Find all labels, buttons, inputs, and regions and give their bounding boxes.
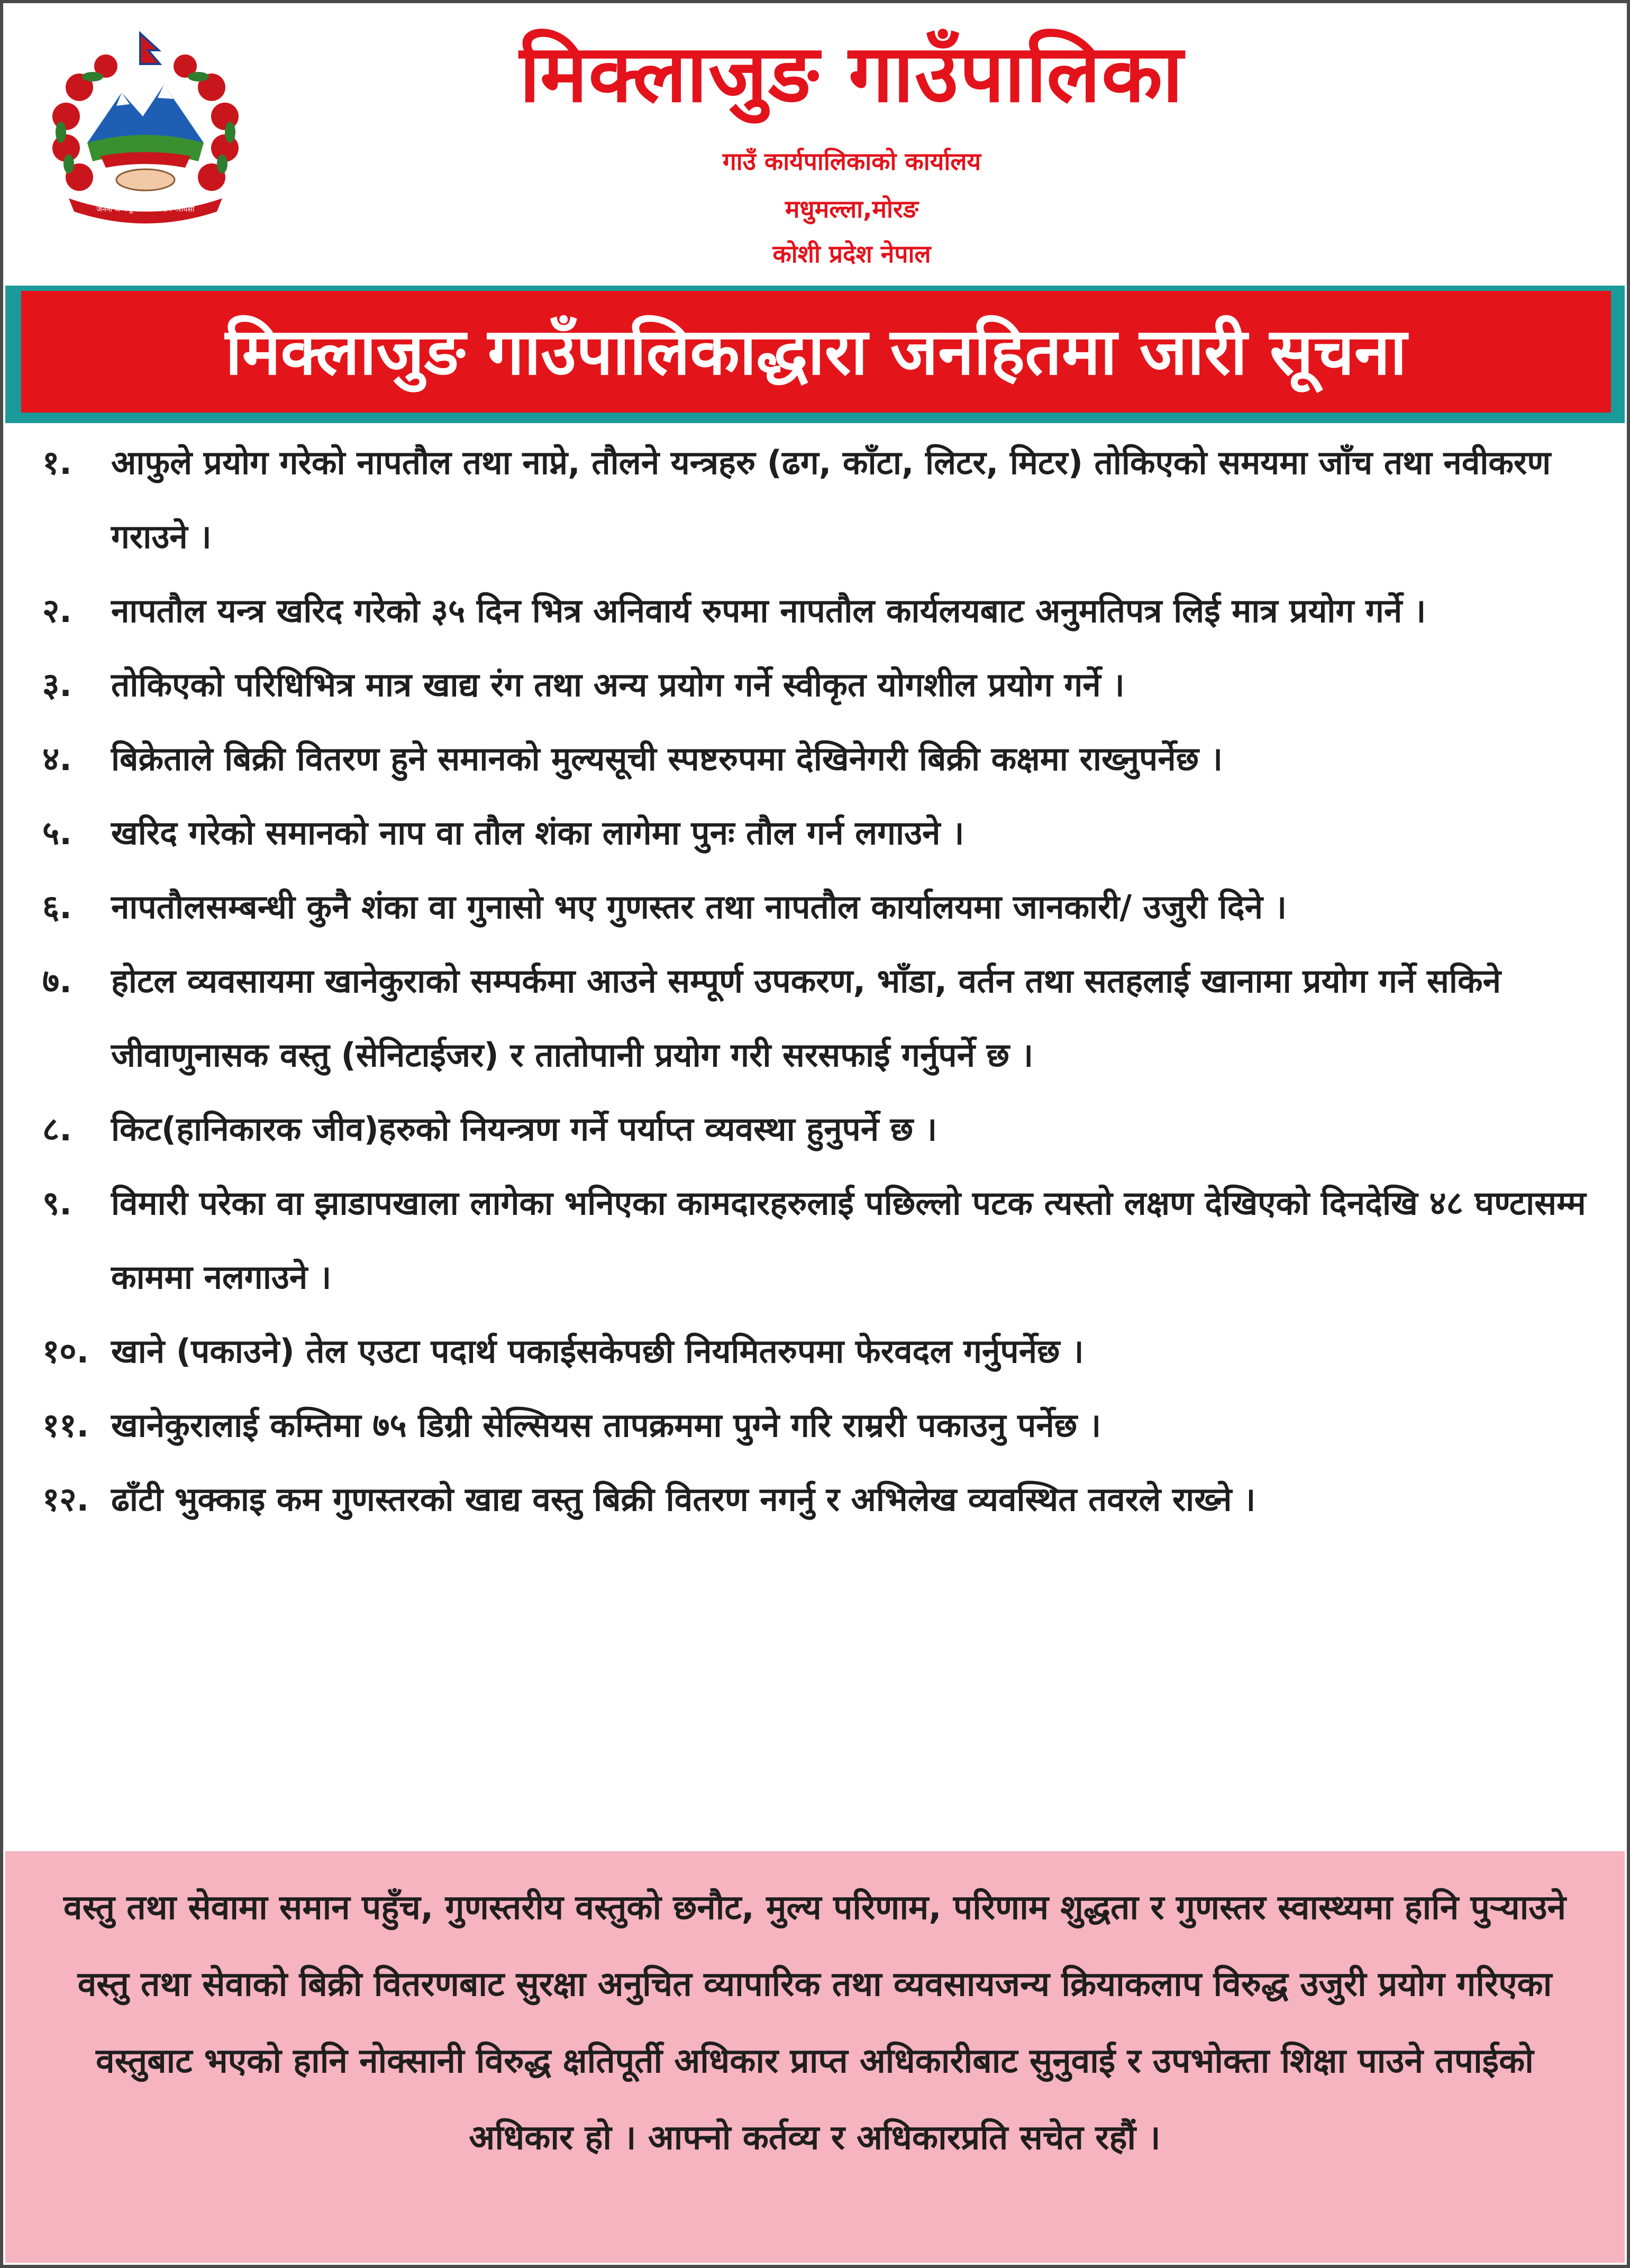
notice-item-text: किट(हानिकारक जीव)हरुको नियन्त्रण गर्ने पर्याप्त व्यवस्था हुनुपर्ने छ । xyxy=(111,1110,937,1148)
notice-item xyxy=(42,1462,1598,1537)
notice-item xyxy=(42,1092,1598,1166)
notice-item-number: ८. xyxy=(42,1110,72,1148)
notice-item xyxy=(42,1166,1598,1314)
notice-item-text: होटल व्यवसायमा खानेकुराको सम्पर्कमा आउने सम्पूर्ण उपकरण, भाँडा, वर्तन तथा सतहलाई खानामा प्रयोग गर्ने सकिने जीवाणुनासक वस्तु (सेनिटाईजर) र तातोपानी प्रयोग गरी सरसफाई गर्नुपर्ने छ । xyxy=(111,962,1501,1074)
notice-item-text: नापतौल यन्त्र खरिद गरेको ३५ दिन भित्र अनिवार्य रुपमा नापतौल कार्यलयबाट अनुमतिपत्र लिई मात्र प्रयोग गर्ने । xyxy=(111,591,1426,630)
notice-item xyxy=(42,426,1598,574)
notice-item-number: ९. xyxy=(42,1184,72,1222)
notice-item-number: १२. xyxy=(42,1480,89,1519)
notice-item xyxy=(42,796,1598,870)
footer-text: वस्तु तथा सेवामा समान पहुँच, गुणस्तरीय वस्तुको छनौट, मुल्य परिणाम, परिणाम शुद्धता र गुणस्तर स्वास्थ्यमा हानि पुऱ्याउने वस्तु तथा सेवाको बिक्री वितरणबाट सुरक्षा अनुचित व्यापारिक तथा व्यवसायजन्य क्रियाकलाप विरुद्ध उजुरी प्रयोग गरिएका वस्तुबाट भएको हानि नोक्सानी विरुद्ध क्षतिपूर्ती अधिकार प्राप्त अधिकारीबाट सुनुवाई र उपभोक्ता शिक्षा पाउने तपाईको अधिकार हो । आफ्नो कर्तव्य र अधिकारप्रति सचेत रहौं । xyxy=(63,1888,1566,2157)
notice-item xyxy=(42,574,1598,648)
notice-item-text: नापतौलसम्बन्धी कुनै शंका वा गुनासो भए गुणस्तर तथा नापतौल कार्यालयमा जानकारी/ उजुरी दिने । xyxy=(111,888,1287,926)
notice-item-text: तोकिएको परिधिभित्र मात्र खाद्य रंग तथा अन्य प्रयोग गर्ने स्वीकृत योगशील प्रयोग गर्ने । xyxy=(111,665,1125,704)
office-name: गाउँ कार्यपालिकाको कार्यालय xyxy=(722,147,981,176)
office-address: मधुमल्ला,मोरङ xyxy=(785,195,919,223)
notice-item-text: खानेकुरालाई कम्तिमा ७५ डिग्री सेल्सियस तापक्रममा पुग्ने गरि राम्ररी पकाउनु पर्नेछ । xyxy=(111,1406,1101,1444)
notice-item-number: ११. xyxy=(42,1406,89,1444)
notice-item xyxy=(42,944,1598,1092)
notice-item-text: विमारी परेका वा झाडापखाला लागेका भनिएका कामदारहरुलाई पछिल्लो पटक त्यस्तो लक्षण देखिएको दिनदेखि ४८ घण्टासम्म काममा नलगाउने । xyxy=(111,1184,1586,1296)
notice-item-number: ३. xyxy=(42,665,72,704)
nepal-emblem-icon xyxy=(37,29,254,230)
header xyxy=(0,0,1630,286)
notice-item-number: २. xyxy=(42,591,72,630)
notice-item-number: १०. xyxy=(42,1332,89,1370)
municipality-title: मिक्लाजुङ गाउँपालिका xyxy=(519,28,1185,120)
notice-item xyxy=(42,648,1598,722)
notice-item-number: ७. xyxy=(42,962,72,1000)
notice-item xyxy=(42,722,1598,796)
notice-banner xyxy=(21,291,1611,413)
notice-item-number: ५. xyxy=(42,813,72,852)
notice-item xyxy=(42,1314,1598,1388)
office-province: कोशी प्रदेश नेपाल xyxy=(772,240,931,268)
notice-item-number: ४. xyxy=(42,739,72,778)
notice-item-text: ढाँटी भुक्काइ कम गुणस्तरको खाद्य वस्तु बिक्री वितरण नगर्नु र अभिलेख व्यवस्थित तवरले राख्ने । xyxy=(111,1480,1256,1519)
emblem-motto: जननी जन्मभूमिश्च स्वर्गादपि गरीयसी xyxy=(96,205,195,214)
notice-item-text: खरिद गरेको समानको नाप वा तौल शंका लागेमा पुनः तौल गर्न लगाउने । xyxy=(111,813,964,852)
notice-title: मिक्लाजुङ गाउँपालिकाद्धारा जनहितमा जारी सूचना xyxy=(225,314,1407,389)
notice-item-text: आफुले प्रयोग गरेको नापतौल तथा नाप्ने, तौलने यन्त्रहरु (ढग, काँटा, लिटर, मिटर) तोकिएको समयमा जाँच तथा नवीकरण गराउने । xyxy=(111,443,1551,556)
notice-items-list xyxy=(42,426,1598,1537)
notice-item xyxy=(42,1388,1598,1462)
notice-item-text: बिक्रेताले बिक्री वितरण हुने समानको मुल्यसूची स्पष्टरुपमा देखिनेगरी बिक्री कक्षमा राख्नुपर्नेछ । xyxy=(111,739,1223,778)
notice-item-number: १. xyxy=(42,443,72,482)
notice-item xyxy=(42,870,1598,944)
notice-item-text: खाने (पकाउने) तेल एउटा पदार्थ पकाईसकेपछी नियमितरुपमा फेरवदल गर्नुपर्नेछ । xyxy=(111,1332,1084,1370)
notice-item-number: ६. xyxy=(42,888,72,926)
